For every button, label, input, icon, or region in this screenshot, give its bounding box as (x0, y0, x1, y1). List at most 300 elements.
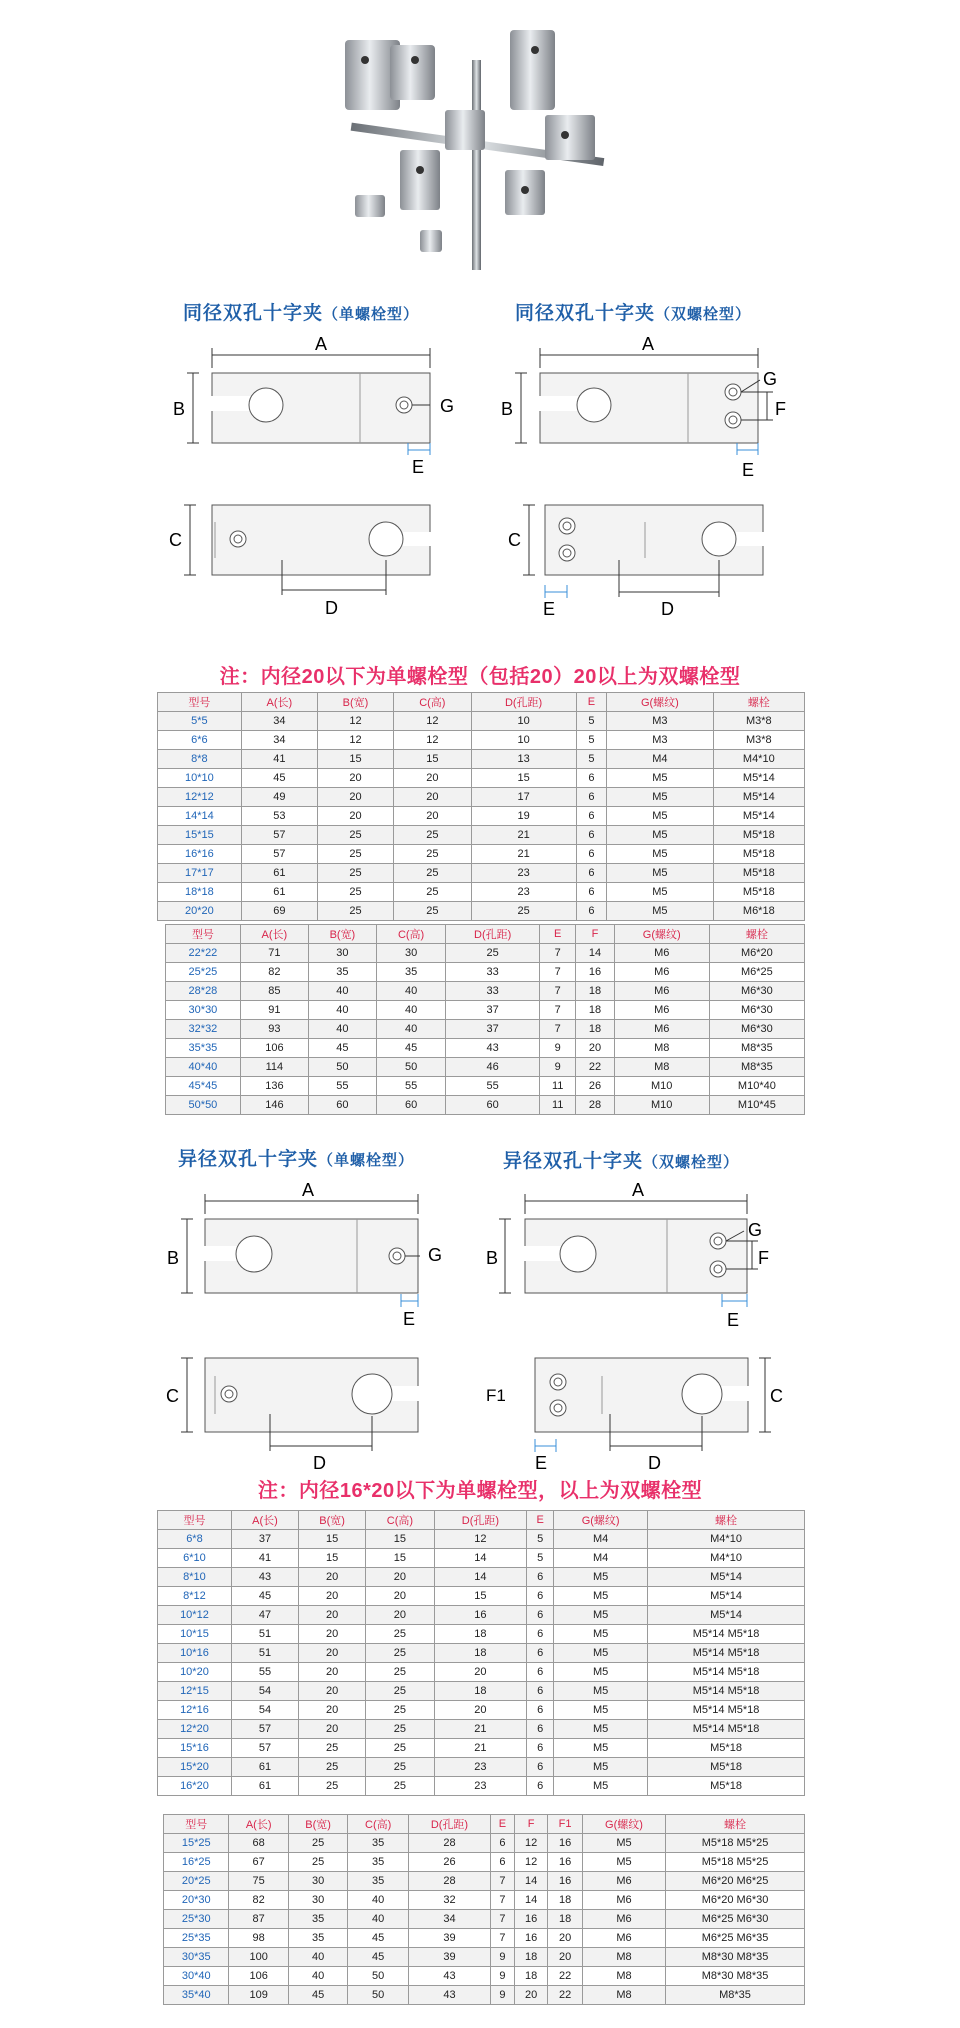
table-cell: 60 (376, 1096, 445, 1115)
model-cell: 16*20 (158, 1777, 232, 1796)
model-cell: 30*35 (164, 1948, 229, 1967)
table-row (158, 750, 805, 769)
table-cell: 53 (241, 807, 317, 826)
table-row (158, 1663, 805, 1682)
table-cell: 6 (527, 1720, 554, 1739)
table-cell: M5 (554, 1682, 648, 1701)
table-cell: 40 (348, 1910, 409, 1929)
model-cell: 10*15 (158, 1625, 232, 1644)
table-cell: 9 (540, 1058, 576, 1077)
table-cell: 23 (434, 1777, 527, 1796)
table-row (158, 1606, 805, 1625)
table-cell: M5*18 (713, 845, 804, 864)
table-cell: 35 (288, 1929, 347, 1948)
table-row (158, 845, 805, 864)
table-row (158, 807, 805, 826)
table-cell: 82 (229, 1891, 288, 1910)
table-cell: 82 (240, 963, 308, 982)
table-cell: M6*25 M6*30 (666, 1910, 805, 1929)
column-header: 螺栓 (709, 925, 804, 944)
model-cell: 12*15 (158, 1682, 232, 1701)
label-D: D (313, 1453, 326, 1473)
table-row (158, 1720, 805, 1739)
table-cell: M8*35 (666, 1986, 805, 2005)
table-cell: 16 (514, 1929, 547, 1948)
table-cell: 5 (576, 731, 607, 750)
table-row (164, 1967, 805, 1986)
table-cell: M5*14 M5*18 (648, 1701, 805, 1720)
model-cell: 6*8 (158, 1530, 232, 1549)
label-B: B (167, 1248, 180, 1268)
table-cell: M6*25 (709, 963, 804, 982)
table-row (158, 788, 805, 807)
table-cell: 30 (308, 944, 376, 963)
column-header: 型号 (164, 1815, 229, 1834)
table-row (158, 1644, 805, 1663)
model-cell: 25*25 (166, 963, 241, 982)
table-row (158, 902, 805, 921)
model-cell: 15*15 (158, 826, 242, 845)
table-cell: 5 (576, 750, 607, 769)
table-cell: M5 (607, 845, 713, 864)
table-cell: 35 (376, 963, 445, 982)
table-cell: M4*10 (648, 1530, 805, 1549)
table-cell: 18 (514, 1948, 547, 1967)
table-cell: 23 (471, 864, 576, 883)
table-cell: 25 (317, 826, 393, 845)
table-row (158, 712, 805, 731)
table-row (158, 1701, 805, 1720)
table-cell: M6*25 M6*35 (666, 1929, 805, 1948)
table-cell: 26 (576, 1077, 614, 1096)
table-cell: 6 (527, 1777, 554, 1796)
table-cell: 14 (434, 1549, 527, 1568)
label-B: B (173, 399, 186, 419)
table-cell: M5 (607, 769, 713, 788)
column-header: G(螺纹) (554, 1511, 648, 1530)
table-cell: M5 (554, 1606, 648, 1625)
model-cell: 50*50 (166, 1096, 241, 1115)
table-cell: 25 (317, 864, 393, 883)
table-cell: M6*20 M6*25 (666, 1872, 805, 1891)
table-cell: 71 (240, 944, 308, 963)
table-cell: 6 (527, 1739, 554, 1758)
column-header: 型号 (166, 925, 241, 944)
table-cell: 16 (576, 963, 614, 982)
table-cell: 7 (490, 1891, 514, 1910)
table-cell: 87 (229, 1910, 288, 1929)
heading-diff-double: 异径双孔十字夹（双螺栓型） (503, 1151, 740, 1172)
table-cell: 20 (576, 1039, 614, 1058)
table-row (164, 1834, 805, 1853)
label-E: E (412, 457, 425, 477)
column-header: B(宽) (288, 1815, 347, 1834)
table-cell: 5 (527, 1549, 554, 1568)
table-cell: 40 (376, 982, 445, 1001)
table-cell: M8 (582, 1948, 665, 1967)
table-cell: 54 (231, 1701, 298, 1720)
table-cell: 20 (434, 1663, 527, 1682)
table-cell: 23 (471, 883, 576, 902)
table-cell: 54 (231, 1682, 298, 1701)
table-cell: 20 (394, 807, 472, 826)
table-cell: 14 (514, 1891, 547, 1910)
table-cell: M4*10 (648, 1549, 805, 1568)
label-D: D (325, 598, 338, 618)
table-cell: 75 (229, 1872, 288, 1891)
table-cell: 25 (299, 1739, 366, 1758)
table-cell: M5*14 (648, 1606, 805, 1625)
table-cell: 51 (231, 1625, 298, 1644)
table-cell: M8 (582, 1986, 665, 2005)
table-cell: 20 (299, 1720, 366, 1739)
table-cell: 11 (540, 1096, 576, 1115)
model-cell: 32*32 (166, 1020, 241, 1039)
model-cell: 6*6 (158, 731, 242, 750)
table-cell: M5*14 (713, 769, 804, 788)
heading-same-double: 同径双孔十字夹（双螺栓型） (515, 303, 752, 324)
table-cell: M6 (614, 982, 709, 1001)
table-row (166, 1077, 805, 1096)
table-row (158, 769, 805, 788)
table-cell: 6 (490, 1834, 514, 1853)
table-cell: 22 (548, 1967, 583, 1986)
table-cell: M5*18 (713, 883, 804, 902)
model-cell: 5*5 (158, 712, 242, 731)
column-header: G(螺纹) (607, 693, 713, 712)
table-cell: 41 (231, 1549, 298, 1568)
column-header: C(高) (366, 1511, 434, 1530)
table-cell: 61 (231, 1777, 298, 1796)
table-cell: 60 (446, 1096, 540, 1115)
table-cell: 20 (514, 1986, 547, 2005)
column-header: C(高) (394, 693, 472, 712)
table-cell: 47 (231, 1606, 298, 1625)
table-cell: M5 (607, 807, 713, 826)
table-row (158, 731, 805, 750)
table-cell: M5 (554, 1777, 648, 1796)
table-row (158, 1625, 805, 1644)
model-cell: 8*12 (158, 1587, 232, 1606)
table-cell: 20 (366, 1587, 434, 1606)
table-cell: 43 (446, 1039, 540, 1058)
model-cell: 40*40 (166, 1058, 241, 1077)
table-cell: 67 (229, 1853, 288, 1872)
label-G: G (440, 396, 455, 416)
table-cell: 32 (409, 1891, 491, 1910)
table-cell: 16 (548, 1834, 583, 1853)
table-cell: 35 (288, 1910, 347, 1929)
table-cell: 50 (348, 1967, 409, 1986)
column-header: B(宽) (317, 693, 393, 712)
table-same-double (165, 924, 805, 1115)
table-cell: 6 (490, 1853, 514, 1872)
model-cell: 35*40 (164, 1986, 229, 2005)
table-cell: 10 (471, 712, 576, 731)
table-row (158, 1568, 805, 1587)
heading-same-single: 同径双孔十字夹（单螺栓型） (183, 303, 420, 324)
table-cell: 50 (348, 1986, 409, 2005)
table-cell: M8*35 (709, 1039, 804, 1058)
table-cell: 37 (446, 1001, 540, 1020)
table-cell: 7 (540, 944, 576, 963)
table-row (166, 944, 805, 963)
table-cell: M6 (614, 944, 709, 963)
table-row (164, 1986, 805, 2005)
table-cell: 25 (366, 1720, 434, 1739)
label-A: A (302, 1180, 315, 1200)
table-cell: 17 (471, 788, 576, 807)
model-cell: 8*10 (158, 1568, 232, 1587)
table-cell: 6 (527, 1701, 554, 1720)
column-header: 型号 (158, 693, 242, 712)
table-row (166, 1058, 805, 1077)
table-cell: M8 (614, 1058, 709, 1077)
table-cell: 28 (409, 1834, 491, 1853)
table-cell: M6 (614, 1001, 709, 1020)
table-cell: M5*18 M5*25 (666, 1834, 805, 1853)
table-cell: 14 (434, 1568, 527, 1587)
table-cell: M4 (607, 750, 713, 769)
table-cell: 25 (394, 864, 472, 883)
table-cell: 25 (366, 1758, 434, 1777)
table-cell: M10*40 (709, 1077, 804, 1096)
table-cell: M5*14 (713, 788, 804, 807)
table-cell: 25 (299, 1758, 366, 1777)
model-cell: 18*18 (158, 883, 242, 902)
table-cell: 39 (409, 1948, 491, 1967)
table-cell: 55 (376, 1077, 445, 1096)
table-cell: 34 (409, 1910, 491, 1929)
column-header: C(高) (376, 925, 445, 944)
table-cell: M5*14 M5*18 (648, 1644, 805, 1663)
table-cell: 25 (446, 944, 540, 963)
table-cell: 6 (527, 1568, 554, 1587)
column-header: D(孔距) (409, 1815, 491, 1834)
column-header: B(宽) (308, 925, 376, 944)
table-cell: M10 (614, 1096, 709, 1115)
table-cell: 49 (241, 788, 317, 807)
table-cell: 25 (394, 883, 472, 902)
table-cell: M5 (554, 1663, 648, 1682)
table-cell: 16 (434, 1606, 527, 1625)
table-cell: 45 (241, 769, 317, 788)
table-cell: 45 (348, 1948, 409, 1967)
table-cell: 57 (231, 1739, 298, 1758)
table-cell: 20 (394, 788, 472, 807)
table-cell: 20 (299, 1701, 366, 1720)
table-cell: 20 (299, 1587, 366, 1606)
label-D: D (661, 599, 674, 619)
table-cell: 6 (576, 769, 607, 788)
model-cell: 16*25 (164, 1853, 229, 1872)
table-cell: 41 (241, 750, 317, 769)
table-cell: 20 (548, 1948, 583, 1967)
column-header: D(孔距) (471, 693, 576, 712)
table-cell: 25 (288, 1834, 347, 1853)
table-cell: 6 (527, 1625, 554, 1644)
table-cell: 25 (288, 1853, 347, 1872)
table-cell: 20 (299, 1606, 366, 1625)
table-cell: M5*18 (713, 864, 804, 883)
table-cell: 5 (576, 712, 607, 731)
table-cell: M5*18 M5*25 (666, 1853, 805, 1872)
table-cell: 6 (527, 1587, 554, 1606)
table-cell: M10*45 (709, 1096, 804, 1115)
table-cell: 25 (299, 1777, 366, 1796)
table-cell: 15 (366, 1549, 434, 1568)
label-A: A (632, 1180, 645, 1200)
model-cell: 35*35 (166, 1039, 241, 1058)
table-cell: M6 (614, 1020, 709, 1039)
column-header: A(长) (229, 1815, 288, 1834)
table-cell: M8 (582, 1967, 665, 1986)
model-cell: 22*22 (166, 944, 241, 963)
table-cell: 6 (576, 845, 607, 864)
table-row (158, 1530, 805, 1549)
table-cell: M6 (582, 1929, 665, 1948)
table-cell: 20 (548, 1929, 583, 1948)
table-cell: M8 (614, 1039, 709, 1058)
table-cell: M5*14 M5*18 (648, 1625, 805, 1644)
table-cell: M10 (614, 1077, 709, 1096)
table-cell: 30 (376, 944, 445, 963)
table-row (158, 826, 805, 845)
table-cell: 18 (434, 1625, 527, 1644)
label-E2: E (543, 599, 556, 619)
table-cell: 25 (394, 845, 472, 864)
column-header: A(长) (240, 925, 308, 944)
label-E2: E (535, 1453, 548, 1473)
table-cell: 91 (240, 1001, 308, 1020)
table-cell: 46 (446, 1058, 540, 1077)
table-cell: 45 (308, 1039, 376, 1058)
table-cell: 25 (394, 902, 472, 921)
table-cell: 20 (366, 1568, 434, 1587)
table-cell: M5*14 (648, 1568, 805, 1587)
model-cell: 8*8 (158, 750, 242, 769)
table-cell: 16 (548, 1853, 583, 1872)
table-cell: 93 (240, 1020, 308, 1039)
table-cell: 28 (576, 1096, 614, 1115)
table-header-row (158, 1511, 805, 1530)
table-row (164, 1891, 805, 1910)
label-A: A (642, 334, 655, 354)
model-cell: 17*17 (158, 864, 242, 883)
table-cell: 45 (376, 1039, 445, 1058)
table-same-single (157, 692, 805, 921)
table-cell: 61 (241, 883, 317, 902)
model-cell: 10*12 (158, 1606, 232, 1625)
table-cell: M5*18 (648, 1758, 805, 1777)
model-cell: 14*14 (158, 807, 242, 826)
model-cell: 10*20 (158, 1663, 232, 1682)
table-row (164, 1948, 805, 1967)
table-cell: 40 (376, 1001, 445, 1020)
table-cell: 43 (231, 1568, 298, 1587)
table-cell: 40 (288, 1967, 347, 1986)
table-cell: 40 (308, 982, 376, 1001)
table-cell: 23 (434, 1758, 527, 1777)
table-cell: 20 (394, 769, 472, 788)
table-cell: 12 (394, 731, 472, 750)
table-cell: M5 (554, 1758, 648, 1777)
label-F: F (758, 1248, 769, 1268)
table-cell: 37 (231, 1530, 298, 1549)
table-cell: M5*14 (648, 1587, 805, 1606)
table-row (164, 1929, 805, 1948)
table-cell: 6 (576, 807, 607, 826)
table-cell: M6*30 (709, 982, 804, 1001)
table-cell: 15 (299, 1530, 366, 1549)
table-cell: 21 (434, 1720, 527, 1739)
table-cell: 21 (471, 826, 576, 845)
label-G: G (428, 1245, 443, 1265)
table-cell: 20 (299, 1568, 366, 1587)
table-cell: M5*14 M5*18 (648, 1682, 805, 1701)
table-cell: 25 (317, 883, 393, 902)
table-cell: M6*20 M6*30 (666, 1891, 805, 1910)
table-cell: M3 (607, 731, 713, 750)
column-header: 螺栓 (666, 1815, 805, 1834)
heading-diff-single: 异径双孔十字夹（单螺栓型） (178, 1149, 415, 1170)
table-cell: M5 (554, 1587, 648, 1606)
table-cell: 14 (514, 1872, 547, 1891)
table-cell: 60 (308, 1096, 376, 1115)
model-cell: 15*25 (164, 1834, 229, 1853)
table-cell: M5*14 M5*18 (648, 1720, 805, 1739)
table-cell: 45 (348, 1929, 409, 1948)
table-cell: 12 (317, 712, 393, 731)
table-cell: 26 (409, 1853, 491, 1872)
table-cell: 22 (548, 1986, 583, 2005)
table-cell: 61 (231, 1758, 298, 1777)
table-row (166, 1096, 805, 1115)
table-cell: 5 (527, 1530, 554, 1549)
table-header-row (164, 1815, 805, 1834)
diagram-same-double (495, 330, 835, 630)
table-cell: 18 (576, 1001, 614, 1020)
table-cell: 40 (308, 1001, 376, 1020)
table-cell: 12 (434, 1530, 527, 1549)
table-cell: 12 (317, 731, 393, 750)
column-header: B(宽) (299, 1511, 366, 1530)
table-cell: M5 (582, 1853, 665, 1872)
table-cell: 35 (348, 1872, 409, 1891)
table-diff-double (163, 1814, 805, 2005)
table-cell: 18 (434, 1644, 527, 1663)
table-cell: 34 (241, 731, 317, 750)
table-cell: 18 (514, 1967, 547, 1986)
table-cell: 40 (376, 1020, 445, 1039)
table-cell: 85 (240, 982, 308, 1001)
table-cell: 15 (299, 1549, 366, 1568)
table-cell: 16 (548, 1872, 583, 1891)
table-cell: 6 (576, 826, 607, 845)
table-cell: M5 (554, 1644, 648, 1663)
table-row (158, 1682, 805, 1701)
model-cell: 28*28 (166, 982, 241, 1001)
table-cell: 98 (229, 1929, 288, 1948)
table-cell: 61 (241, 864, 317, 883)
column-header: 螺栓 (713, 693, 804, 712)
table-row (166, 1039, 805, 1058)
table-cell: M5 (607, 826, 713, 845)
table-cell: 20 (299, 1644, 366, 1663)
table-cell: 20 (299, 1625, 366, 1644)
table-diff-single (157, 1510, 805, 1796)
label-G: G (748, 1220, 763, 1240)
